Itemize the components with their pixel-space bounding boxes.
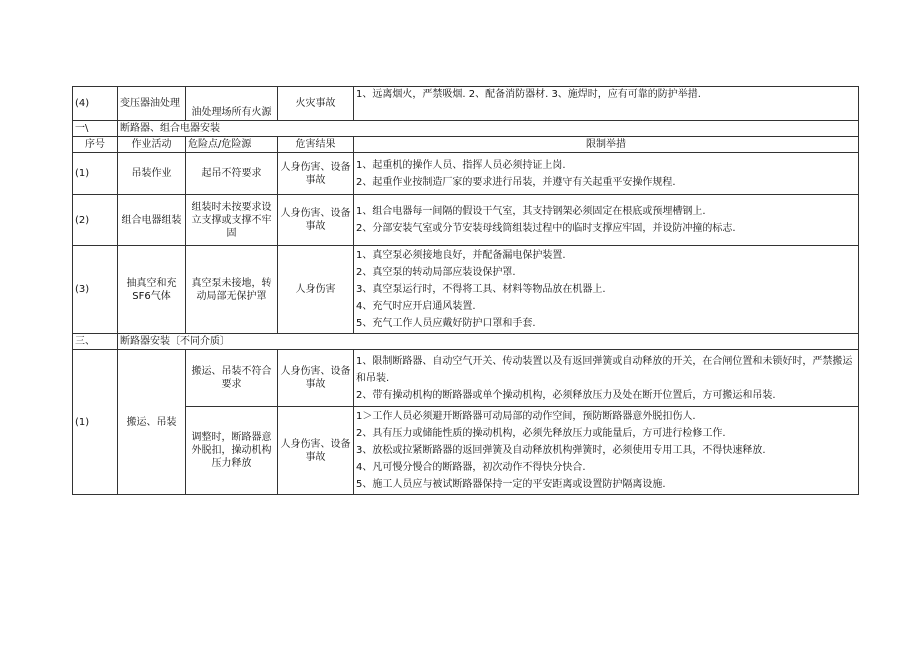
measure-line: 1、起重机的操作人员、指挥人员必须持证上岗. bbox=[356, 159, 566, 171]
section-title: 断路器安装〔不同介质〕 bbox=[118, 334, 859, 350]
measures-cell bbox=[354, 246, 859, 334]
measure-line: 1、限制断路器、自动空气开关、传动装置以及有返回弹簧或自动释放的开关，在合闸位置和未锁好时，严禁搬运和吊装. bbox=[356, 355, 853, 384]
measure-line: 3、放松或拉紧断路器的返回弹簧及自动释放机构弹簧时，必须使用专用工具，不得快速释放. bbox=[356, 445, 766, 456]
row-number: (2) bbox=[73, 195, 118, 246]
measure-line: 2、带有操动机构的断路器或单个操动机构，必须释放压力及处在断开位置后，方可搬运和吊装. bbox=[356, 389, 776, 401]
result-cell: 人身伤害、设备事故 bbox=[278, 153, 354, 195]
table-row bbox=[73, 153, 859, 195]
risk-control-table bbox=[72, 86, 859, 495]
table-header-row bbox=[73, 137, 859, 153]
measures-cell bbox=[354, 350, 859, 407]
table-row bbox=[73, 87, 859, 121]
measures-cell: 1、远离烟火，严禁吸烟. 2、配备消防器材. 3、施焊时，应有可靠的防护举措. bbox=[354, 87, 859, 121]
header-activity: 作业活动 bbox=[118, 137, 186, 153]
measure-line: 1、真空泵必须接地良好，并配备漏电保护装置. bbox=[356, 250, 566, 261]
table-row bbox=[73, 350, 859, 407]
section-heading-row bbox=[73, 334, 859, 350]
table-row bbox=[73, 407, 859, 495]
section-number: 一\ bbox=[73, 121, 118, 137]
activity-cell: 抽真空和充SF6气体 bbox=[118, 246, 186, 334]
activity-cell: 吊装作业 bbox=[118, 153, 186, 195]
hazard-cell: 油处理场所有火源 bbox=[186, 87, 278, 121]
header-no: 序号 bbox=[73, 137, 118, 153]
row-number: (4) bbox=[73, 87, 118, 121]
measure-line: 5、施工人员应与被试断路器保持一定的平安距离或设置防护隔离设施. bbox=[356, 479, 666, 490]
measure-line: 4、凡可慢分慢合的断路器，初次动作不得快分快合. bbox=[356, 462, 586, 473]
activity-cell: 变压器油处理 bbox=[118, 87, 186, 121]
hazard-cell: 真空泵未接地，转动局部无保护罩 bbox=[186, 246, 278, 334]
header-result: 危害结果 bbox=[278, 137, 354, 153]
measure-line: 1、组合电器每一间隔的假设干气室，其支持钢架必须固定在根底或预埋槽钢上. bbox=[356, 206, 706, 217]
measure-line: 2、真空泵的转动局部应装设保护罩. bbox=[356, 267, 516, 278]
hazard-cell: 搬运、吊装不符合要求 bbox=[186, 350, 278, 407]
measures-cell bbox=[354, 153, 859, 195]
result-cell: 火灾事故 bbox=[278, 87, 354, 121]
table-row bbox=[73, 195, 859, 246]
result-cell: 人身伤害、设备事故 bbox=[278, 195, 354, 246]
measure-line: 3、真空泵运行时，不得将工具、材料等物品放在机器上. bbox=[356, 284, 606, 295]
result-cell: 人身伤害 bbox=[278, 246, 354, 334]
row-number: (1) bbox=[73, 153, 118, 195]
section-heading-row bbox=[73, 121, 859, 137]
header-measures: 限制举措 bbox=[354, 137, 859, 153]
row-number: (3) bbox=[73, 246, 118, 334]
result-cell: 人身伤害、设备事故 bbox=[278, 407, 354, 495]
measure-line: 2、分部安装气室或分节安装母线筒组装过程中的临时支撑应牢固，并设防冲撞的标志. bbox=[356, 223, 736, 234]
activity-cell: 组合电器组装 bbox=[118, 195, 186, 246]
row-number: (1) bbox=[73, 350, 118, 495]
measure-line: 2、起重作业按制造厂家的要求进行吊装，并遵守有关起重平安操作规程. bbox=[356, 176, 676, 188]
activity-cell: 搬运、吊装 bbox=[118, 350, 186, 495]
header-hazard: 危险点/危险源 bbox=[186, 137, 278, 153]
measure-line: 1＞工作人员必须避开断路器可动局部的动作空间，预防断路器意外脱扣伤人. bbox=[356, 411, 696, 422]
section-number: 三、 bbox=[73, 334, 118, 350]
hazard-cell: 组装时未按要求设立支撑或支撑不牢固 bbox=[186, 195, 278, 246]
table-row bbox=[73, 246, 859, 334]
measures-cell bbox=[354, 407, 859, 495]
result-cell: 人身伤害、设备事故 bbox=[278, 350, 354, 407]
hazard-cell: 起吊不符要求 bbox=[186, 153, 278, 195]
measures-cell bbox=[354, 195, 859, 246]
measure-line: 4、充气时应开启通风装置. bbox=[356, 301, 476, 312]
section-title: 断路器、组合电器安装 bbox=[118, 121, 859, 137]
measure-line: 5、充气工作人员应戴好防护口罩和手套. bbox=[356, 318, 536, 329]
hazard-cell: 调整时，断路器意外脱扣，操动机构压力释放 bbox=[186, 407, 278, 495]
measure-line: 2、具有压力或储能性质的操动机构，必须先释放压力或能量后，方可进行检修工作. bbox=[356, 428, 726, 439]
